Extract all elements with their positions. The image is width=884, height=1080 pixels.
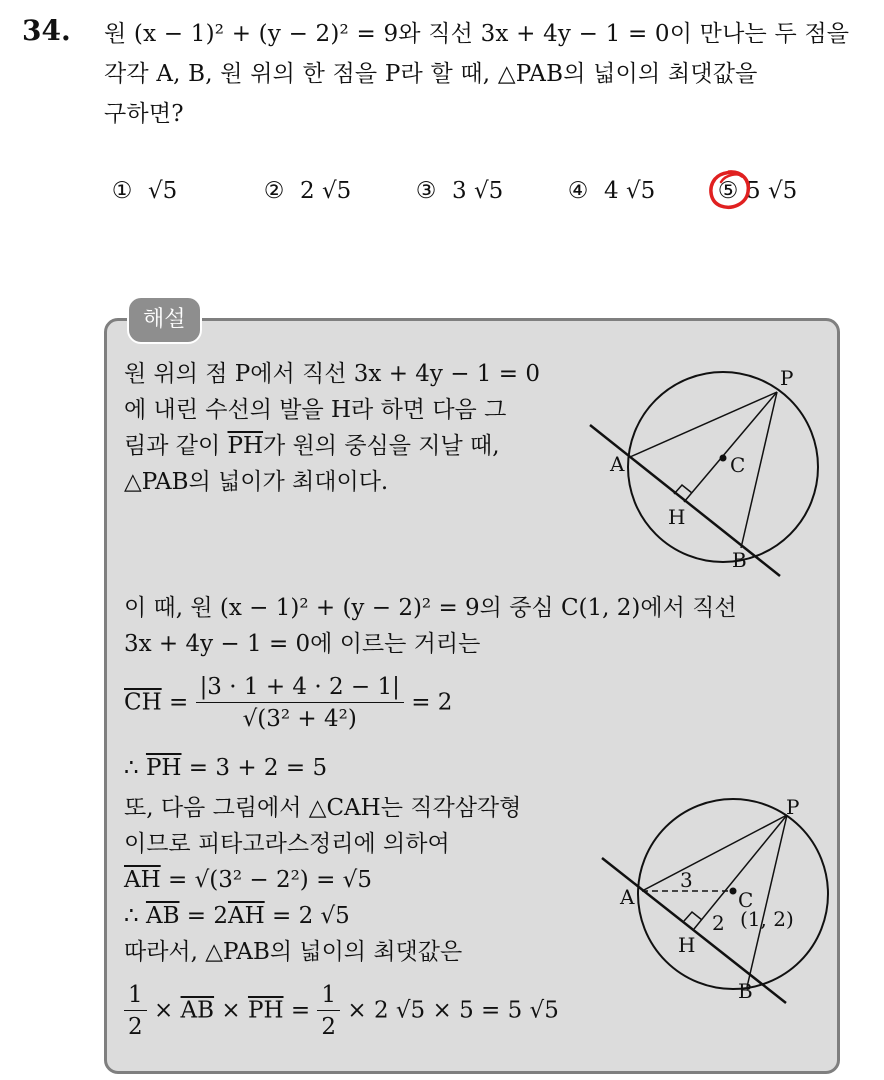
equation-ch: $\overline{CH}$ = $\frac{|3 \cdot 1 + 4 \cdot 2 - 1|}{\text{√(3² + 4²)}}$ = 2 [124, 672, 452, 735]
fraction-denominator: √(3² + 4²) [242, 706, 357, 732]
equation-ab: ∴ $\overline{AB} = 2\overline{AH} = 2$ √5 [124, 903, 350, 929]
label-length-2: 2 [712, 911, 725, 935]
choice-value: √5 [148, 178, 178, 204]
solution-paragraph-3 [124, 790, 594, 970]
segment-pa [642, 815, 787, 891]
segment-ab: $\overline{AB}$ [145, 903, 180, 929]
question-text [104, 14, 864, 134]
question-line-3: 구하면? [104, 101, 184, 127]
segment-ch: $\overline{CH}$ [124, 689, 162, 716]
label-a: A [610, 452, 625, 476]
question-number: 34. [22, 14, 71, 47]
equation-ah: $\overline{AH} = √(3^2 - 2^2) = √5$ [124, 867, 372, 893]
label-p: P [780, 366, 794, 390]
equation-result: = 2 [411, 689, 453, 716]
solution-paragraph-2 [124, 590, 834, 662]
equation-final: $\frac{1}{2}$ × $\overline{AB} \times \overline{PH}$ = $\frac{1}{2}$ × 2 √5 × 5 = 5 √5 [124, 980, 559, 1043]
segment-pa [630, 392, 777, 457]
distance-fraction [196, 672, 404, 735]
solution-line: 이 때, 원 (x − 1)² + (y − 2)² = 9의 중심 C(1, 2)에서 직선 [124, 595, 737, 621]
solution-line: 원 위의 점 P에서 직선 3x + 4y − 1 = 0 [124, 361, 540, 387]
choice-number: ④ [567, 178, 589, 204]
choice-number: ② [263, 178, 285, 204]
choice-value: 3 √5 [452, 178, 504, 204]
answer-choices [0, 178, 884, 222]
solution-paragraph-1 [124, 356, 574, 500]
circle-shape [628, 372, 818, 562]
segment-ah: $\overline{AH}$ [124, 867, 161, 893]
answer-circle-mark-icon [704, 166, 754, 214]
label-h: H [678, 933, 696, 957]
label-h: H [668, 505, 686, 529]
equation-ph: ∴ $\overline{PH} = 3 + 2 = 5$ [124, 755, 328, 781]
segment-ph-line [684, 392, 777, 502]
choice-3[interactable] [412, 178, 503, 204]
segment-pb [741, 392, 777, 548]
choice-number: ⑤ [717, 178, 739, 204]
choice-number: ③ [415, 178, 437, 204]
question-line-2: 각각 A, B, 원 위의 한 점을 P라 할 때, △PAB의 넓이의 최댓값을 [104, 61, 758, 87]
solution-line: 림과 같이 $\overline{PH}$가 원의 중심을 지날 때, [124, 433, 500, 459]
label-b: B [738, 979, 753, 1003]
solution-line: 3x + 4y − 1 = 0에 이르는 거리는 [124, 631, 481, 657]
choice-1[interactable] [108, 178, 177, 204]
label-c: C [738, 888, 754, 912]
choice-value: 5 √5 [746, 178, 798, 204]
solution-line: 이므로 피타고라스정리에 의하여 [124, 831, 450, 857]
choice-4[interactable] [564, 178, 655, 204]
solution-line: 에 내린 수선의 발을 H라 하면 다음 그 [124, 397, 507, 423]
segment-ah: $\overline{AH}$ [228, 903, 265, 929]
label-c: C [730, 453, 746, 477]
choice-value: 2 √5 [300, 178, 352, 204]
figure-1-diagram [580, 350, 800, 590]
fraction-numerator: |3 · 1 + 4 · 2 − 1| [196, 672, 404, 703]
right-angle-mark [684, 912, 702, 921]
center-point [720, 455, 727, 462]
choice-5[interactable] [714, 178, 797, 204]
label-length-3: 3 [680, 868, 693, 892]
label-b: B [732, 548, 747, 572]
segment-ph: $\overline{PH}$ [145, 755, 182, 781]
solution-line: △PAB의 넓이가 최대이다. [124, 469, 389, 495]
choice-number: ① [111, 178, 133, 204]
label-p: P [786, 795, 800, 819]
segment-ph: $\overline{PH}$ [247, 997, 284, 1024]
segment-ph: $\overline{PH}$ [227, 433, 264, 459]
solution-line: 또, 다음 그림에서 △CAH는 직각삼각형 [124, 795, 522, 821]
figure-2-diagram [590, 790, 830, 1020]
choice-2[interactable] [260, 178, 351, 204]
choice-value: 4 √5 [604, 178, 656, 204]
label-coord: (1, 2) [740, 907, 794, 931]
segment-ab: $\overline{AB}$ [180, 997, 215, 1024]
solution-line: 따라서, △PAB의 넓이의 최댓값은 [124, 939, 463, 965]
question-line-1: 원 (x − 1)² + (y − 2)² = 9와 직선 3x + 4y − 1 = 0이 만나는 두 점을 [104, 21, 850, 47]
label-a: A [620, 885, 635, 909]
center-point [730, 888, 737, 895]
solution-tag: 해설 [127, 296, 202, 344]
